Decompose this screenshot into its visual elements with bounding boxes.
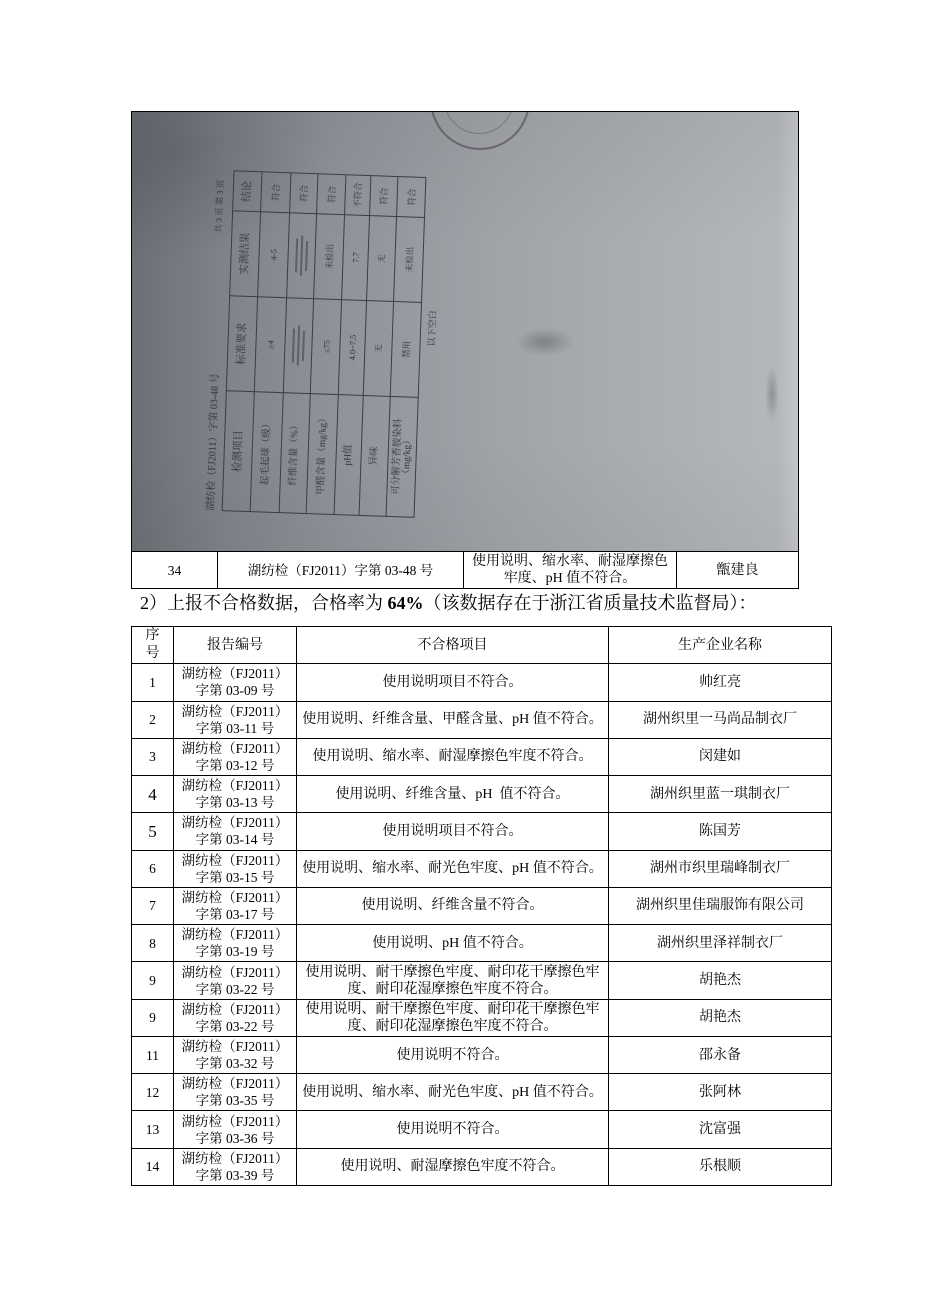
photo-cell-illegible [287, 212, 317, 298]
report-number [174, 702, 297, 739]
row-number: 14 [132, 1149, 174, 1186]
photo-cell: 起毛起球（级） [251, 391, 284, 512]
company-name: 乐根顺 [609, 1149, 832, 1186]
photo-cell: 不符合 [345, 174, 371, 215]
report-prefix: 湖纺检（FJ2011） [181, 666, 289, 682]
illegible-text-mark [292, 328, 295, 362]
report-number [174, 1149, 297, 1186]
photo-cell: 甲醛含量（mg/kg） [307, 393, 339, 514]
company-name: 张阿林 [609, 1074, 832, 1111]
report-code: 字第 03-35 号 [195, 1093, 275, 1109]
section-heading [140, 592, 757, 614]
report-code: 字第 03-14 号 [195, 832, 275, 848]
photo-header-cell: 结论 [233, 170, 262, 211]
report-number [174, 664, 297, 701]
report-number [174, 1000, 297, 1037]
photo-cell: 4.0~7.5 [339, 299, 367, 395]
photo-cell: 纤维含量（%） [280, 392, 311, 513]
report-code: 字第 03-13 号 [195, 795, 275, 811]
header-serial-number [132, 627, 174, 664]
report-prefix: 湖纺检（FJ2011） [181, 1113, 289, 1129]
header-serial-label: 序号 [145, 628, 160, 662]
company-name: 胡艳杰 [609, 962, 832, 999]
report-prefix: 湖纺检（FJ2011） [181, 1150, 289, 1166]
row-number: 8 [132, 925, 174, 962]
header-report-number: 报告编号 [174, 627, 297, 664]
report-table-top [131, 111, 799, 589]
photo-cell: pH值 [335, 394, 364, 515]
failed-items: 使用说明不符合。 [297, 1037, 609, 1074]
photo-header-cell: 标准要求 [227, 295, 258, 391]
photo-cell: 符合 [290, 172, 318, 213]
report-code: 字第 03-11 号 [195, 720, 275, 736]
failed-items: 使用说明、耐干摩擦色牢度、耐印花干摩擦色牢度、耐印花湿摩擦色牢度不符合。 [297, 1000, 609, 1037]
photo-cell-illegible [284, 297, 314, 393]
company-name: 湖州市织里瑞峰制衣厂 [609, 851, 832, 888]
photo-test-results-table [222, 170, 427, 518]
report-code: 字第 03-22 号 [195, 1018, 275, 1034]
row-number: 7 [132, 888, 174, 925]
report-code: 字第 03-19 号 [195, 944, 275, 960]
report-code: 字第 03-36 号 [195, 1130, 275, 1146]
company-name: 湖州织里一马尚品制衣厂 [609, 702, 832, 739]
photo-cell: 未检出 [314, 213, 345, 299]
company-name: 湖州织里泽祥制衣厂 [609, 925, 832, 962]
report-code: 字第 03-39 号 [195, 1167, 275, 1183]
photo-cell: ≤75 [311, 298, 342, 394]
row-number: 9 [132, 1000, 174, 1037]
header-company-name: 生产企业名称 [609, 627, 832, 664]
photo-cell: 符合 [397, 176, 426, 217]
photo-cell: 可分解芳香胺染料（mg/kg） [387, 396, 419, 517]
company-name: 湖州织里蓝一琪制衣厂 [609, 776, 832, 813]
illegible-text-mark [302, 331, 305, 361]
report-prefix: 湖纺检（FJ2011） [181, 1039, 289, 1055]
photo-cell: 符合 [317, 173, 346, 214]
report-number [174, 813, 297, 850]
company-name: 帅红亮 [609, 664, 832, 701]
illegible-text-mark [297, 326, 300, 366]
unqualified-report-table [131, 626, 832, 1186]
report-number [174, 1074, 297, 1111]
pass-rate: 64% [387, 593, 424, 613]
company-name: 胡艳杰 [609, 1000, 832, 1037]
photo-cell: 异味 [360, 395, 391, 516]
photo-blank-note: 以下空白 [426, 310, 438, 347]
row-number: 3 [132, 739, 174, 776]
failed-items: 使用说明、纤维含量、甲醛含量、pH 值不符合。 [297, 702, 609, 739]
photo-cell: 7.7 [342, 214, 370, 300]
report-prefix: 湖纺检（FJ2011） [181, 964, 289, 980]
report-code: 字第 03-32 号 [195, 1056, 275, 1072]
inspection-report-photo [132, 112, 798, 551]
failed-items: 使用说明不符合。 [297, 1111, 609, 1148]
failed-items: 使用说明、纤维含量、pH 值不符合。 [297, 776, 609, 813]
report-number [174, 888, 297, 925]
row-number: 4 [132, 776, 174, 813]
photo-page-count: 共 3 页 第 3 页 [213, 179, 226, 233]
photo-header-cell: 检测项目 [223, 390, 255, 511]
photographed-report-sheet [199, 171, 446, 519]
report-prefix: 湖纺检（FJ2011） [181, 740, 289, 756]
report-prefix: 湖纺检（FJ2011） [181, 927, 289, 943]
photo-cell: 无 [364, 300, 394, 396]
row-number: 1 [132, 664, 174, 701]
company-name: 甑建良 [676, 552, 798, 588]
photo-cell: 4-5 [258, 211, 290, 297]
company-name: 湖州织里佳瑞服饰有限公司 [609, 888, 832, 925]
row-number: 6 [132, 851, 174, 888]
table-row [132, 551, 798, 588]
illegible-text-mark [295, 239, 298, 273]
failed-items: 使用说明、缩水率、耐湿摩擦色牢度不符合。 [297, 739, 609, 776]
report-code: 字第 03-22 号 [195, 981, 275, 997]
report-number [174, 776, 297, 813]
report-prefix: 湖纺检（FJ2011） [181, 815, 289, 831]
report-prefix: 湖纺检（FJ2011） [181, 852, 289, 868]
company-name: 邵永备 [609, 1037, 832, 1074]
photo-cell: 符合 [261, 171, 291, 212]
row-number: 34 [167, 562, 182, 578]
company-name: 沈富强 [609, 1111, 832, 1148]
failed-items: 使用说明项目不符合。 [297, 813, 609, 850]
heading-suffix: （该数据存在于浙江省质量技术监督局）： [423, 593, 757, 613]
photo-header-cell: 实测结果 [230, 210, 261, 296]
row-number: 13 [132, 1111, 174, 1148]
failed-items: 使用说明、耐湿摩擦色牢度不符合。 [297, 1149, 609, 1186]
report-prefix: 湖纺检（FJ2011） [181, 1076, 289, 1092]
report-number [174, 1037, 297, 1074]
row-number: 9 [132, 962, 174, 999]
photo-cell: 符合 [370, 175, 398, 216]
report-number [217, 552, 463, 588]
failed-items: 使用说明、缩水率、耐光色牢度、pH 值不符合。 [297, 851, 609, 888]
header-failed-items: 不合格项目 [297, 627, 609, 664]
photo-report-number: 湖纺检（FJ2011）字第 03-48 号 [205, 373, 222, 511]
report-prefix: 湖纺检（FJ2011） [247, 562, 355, 578]
photo-cell: ≥4 [255, 296, 287, 392]
illegible-text-mark [300, 236, 303, 276]
report-number [174, 925, 297, 962]
company-name: 闵建如 [609, 739, 832, 776]
report-prefix: 湖纺检（FJ2011） [181, 703, 289, 719]
report-number [174, 851, 297, 888]
report-prefix: 湖纺检（FJ2011） [181, 778, 289, 794]
failed-items: 使用说明、pH 值不符合。 [297, 925, 609, 962]
row-number: 5 [132, 813, 174, 850]
row-number: 11 [132, 1037, 174, 1074]
failed-items: 使用说明、耐干摩擦色牢度、耐印花干摩擦色牢度、耐印花湿摩擦色牢度不符合。 [297, 962, 609, 999]
report-prefix: 湖纺检（FJ2011） [181, 889, 289, 905]
failed-items: 使用说明项目不符合。 [297, 664, 609, 701]
failed-items: 使用说明、缩水率、耐光色牢度、pH 值不符合。 [297, 1074, 609, 1111]
company-name: 陈国芳 [609, 813, 832, 850]
report-number [174, 739, 297, 776]
row-number: 12 [132, 1074, 174, 1111]
illegible-text-mark [305, 241, 308, 271]
report-number [174, 1111, 297, 1148]
report-number [174, 962, 297, 999]
photo-cell: 无 [367, 215, 397, 301]
report-code: 字第 03-09 号 [195, 683, 275, 699]
report-code: 字第 03-17 号 [195, 906, 275, 922]
report-code: 字第 03-15 号 [195, 869, 275, 885]
report-code: 字第 03-12 号 [195, 757, 275, 773]
failed-items: 使用说明、纤维含量不符合。 [297, 888, 609, 925]
photo-cell: 未检出 [394, 216, 425, 302]
report-code: 字第 03-48 号 [354, 562, 434, 578]
report-prefix: 湖纺检（FJ2011） [181, 1001, 289, 1017]
photo-cell: 禁用 [391, 301, 422, 397]
heading-prefix: 2）上报不合格数据，合格率为 [140, 593, 388, 613]
row-number: 2 [132, 702, 174, 739]
failed-items: 使用说明、缩水率、耐湿摩擦色牢度、pH 值不符合。 [463, 552, 676, 588]
